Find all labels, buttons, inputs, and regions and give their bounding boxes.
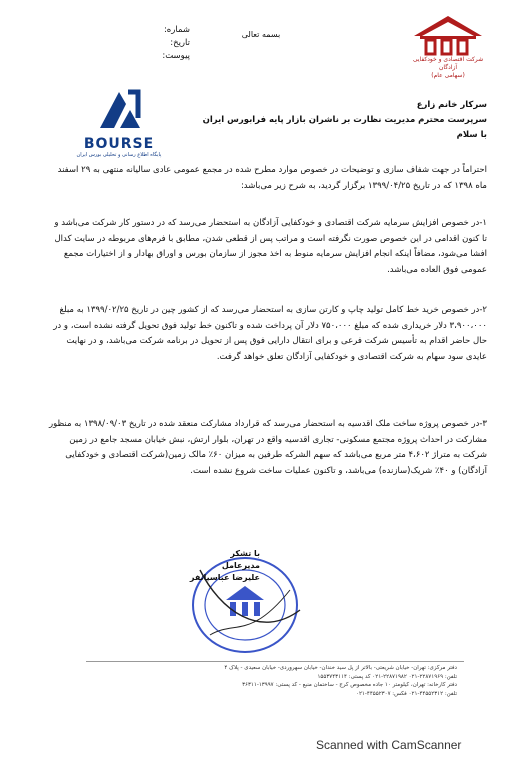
bourse-word: BOURSE <box>83 136 155 152</box>
number-label: شماره: <box>163 25 190 35</box>
attachment-label: پیوست: <box>162 51 190 61</box>
date-label: تاریخ: <box>170 38 190 48</box>
item-3-paragraph: ۳-در خصوص پروژه ساخت ملک اقدسیه به استحضار می‌رسد که قرارداد مشارکت منعقد شده در تاریخ ۱۳۹۸/۰۹/۰۳ به منظور مشارکت در احداث پروژه مجتمع مسکونی- تجاری اقدسیه واقع در تهران، بلوار ارتش، نبش خیابان مسجد جامع در زمین شرکت به متراژ ۴،۶۰۲ متر مربع می‌باشد که سهم الشرکه طرفین به میزان ۶۰٪ مالک زمین(شرکت اقتصادی و خودکفایی آزادگان) و ۴۰٪ شریک(سازنده) می‌باشد، و تاکنون عملیات ساخت شروع نشده است. <box>48 419 487 476</box>
signer-title: مدیرعامل <box>221 561 260 570</box>
greeting: با سلام <box>456 130 487 140</box>
bourse-subtitle: پایگاه اطلاع رسانی و تحلیلی بورس ایران <box>76 152 162 158</box>
footer-address <box>92 664 457 698</box>
company-caption: شرکت اقتصادی و خودکفایی آزادگان <box>412 56 484 71</box>
company-subcaption: (سهامی عام) <box>431 72 465 79</box>
item-1-paragraph: ۱-در خصوص افزایش سرمایه شرکت اقتصادی و خودکفایی آزادگان به استحضار می‌رسد که در دستور کار شرکت می‌باشد و تا کنون اقدامی در این خصوص صورت نگرفته است و مراتب پس از قطعی شدن، مطابق با فرم‌های مربوطه در سایت کدال افشا می‌شود، مضافاً اینکه انجام افزایش سرمایه منوط به اخذ مجوز از سازمان بورس و اوراق بهادار و از اختیارات مجمع عمومی فوق العاده می‌باشد. <box>54 218 487 275</box>
item-2-paragraph: ۲-در خصوص خرید خط کامل تولید چاپ و کارتن سازی به استحضار می‌رسد که از کشور چین در تاریخ ۱۳۹۹/۰۲/۲۵ به مبلغ ۳،۹۰۰،۰۰۰ دلار خریداری شده که مبلغ ۷۵۰،۰۰۰ دلار آن پرداخت شده و تاکنون خط تولید فوق تحویل گرفته نشده است، و در حال حاضر اقدام به تأسیس شرکت فرعی و برای انتقال دارایی فوق پس از تحویل در برنامه شرکت می‌باشد، و در نهایت عایدی سود سهام به شرکت اقتصادی و خودکفایی آزادگان تعلق خواهد گرفت. <box>53 305 487 362</box>
footer-line-3: دفتر کارخانه: تهران، کیلومتر ۱۰ جاده مخصوص کرج - ساختمان منبع - کد پستی: ۱۳۹۹۷-۳۶۳۱۱ <box>242 682 457 688</box>
footer-line-4: تلفن: ۴۴۵۵۲۳۱۲-۰۲۱ فکس: ۴۴۵۵۲۳۰۷-۰۲۱ <box>356 690 457 697</box>
footer-divider <box>86 661 464 662</box>
addressee-title: سرپرست محترم مدیریت نظارت بر ناشران بازار پایه فرابورس ایران <box>202 115 487 125</box>
signature-block <box>176 548 260 584</box>
thanks-text: با تشکر <box>230 549 260 558</box>
signer-name: علیرضا عباسیانفر <box>189 573 260 582</box>
footer-line-2: تلفن: ۲۲۸۷۱۹۶۹-۰۲۱ ۲۲۸۷۱۹۸۲-۰۲۱ کد پستی: ۱۵۵۳۷۴۳۱۱۴ <box>317 673 457 680</box>
footer-line-1: دفتر مرکزی: تهران- خیابان شریعتی- بالاتر از پل سید خندان- خیابان سهروردی- خیابان سعیدی - پلاک ۴ <box>224 665 457 671</box>
intro-paragraph: احتراماً در جهت شفاف سازی و توضیحات در خصوص موارد مطرح شده در مجمع عمومی عادی سالیانه منتهی به ۲۹ اسفند ماه ۱۳۹۸ که در تاریخ ۱۳۹۹/۰۴/۲۵ برگزار گردید، به شرح زیر می‌باشد: <box>57 165 487 191</box>
addressee-name: سرکار خانم زارع <box>416 100 487 110</box>
letter-meta <box>120 24 190 63</box>
company-logo <box>404 14 492 80</box>
basmala: بسمه تعالی <box>241 30 281 39</box>
company-logo-icon <box>408 14 488 56</box>
scanner-watermark: Scanned with CamScanner <box>316 738 462 752</box>
addressee-block <box>127 98 487 143</box>
